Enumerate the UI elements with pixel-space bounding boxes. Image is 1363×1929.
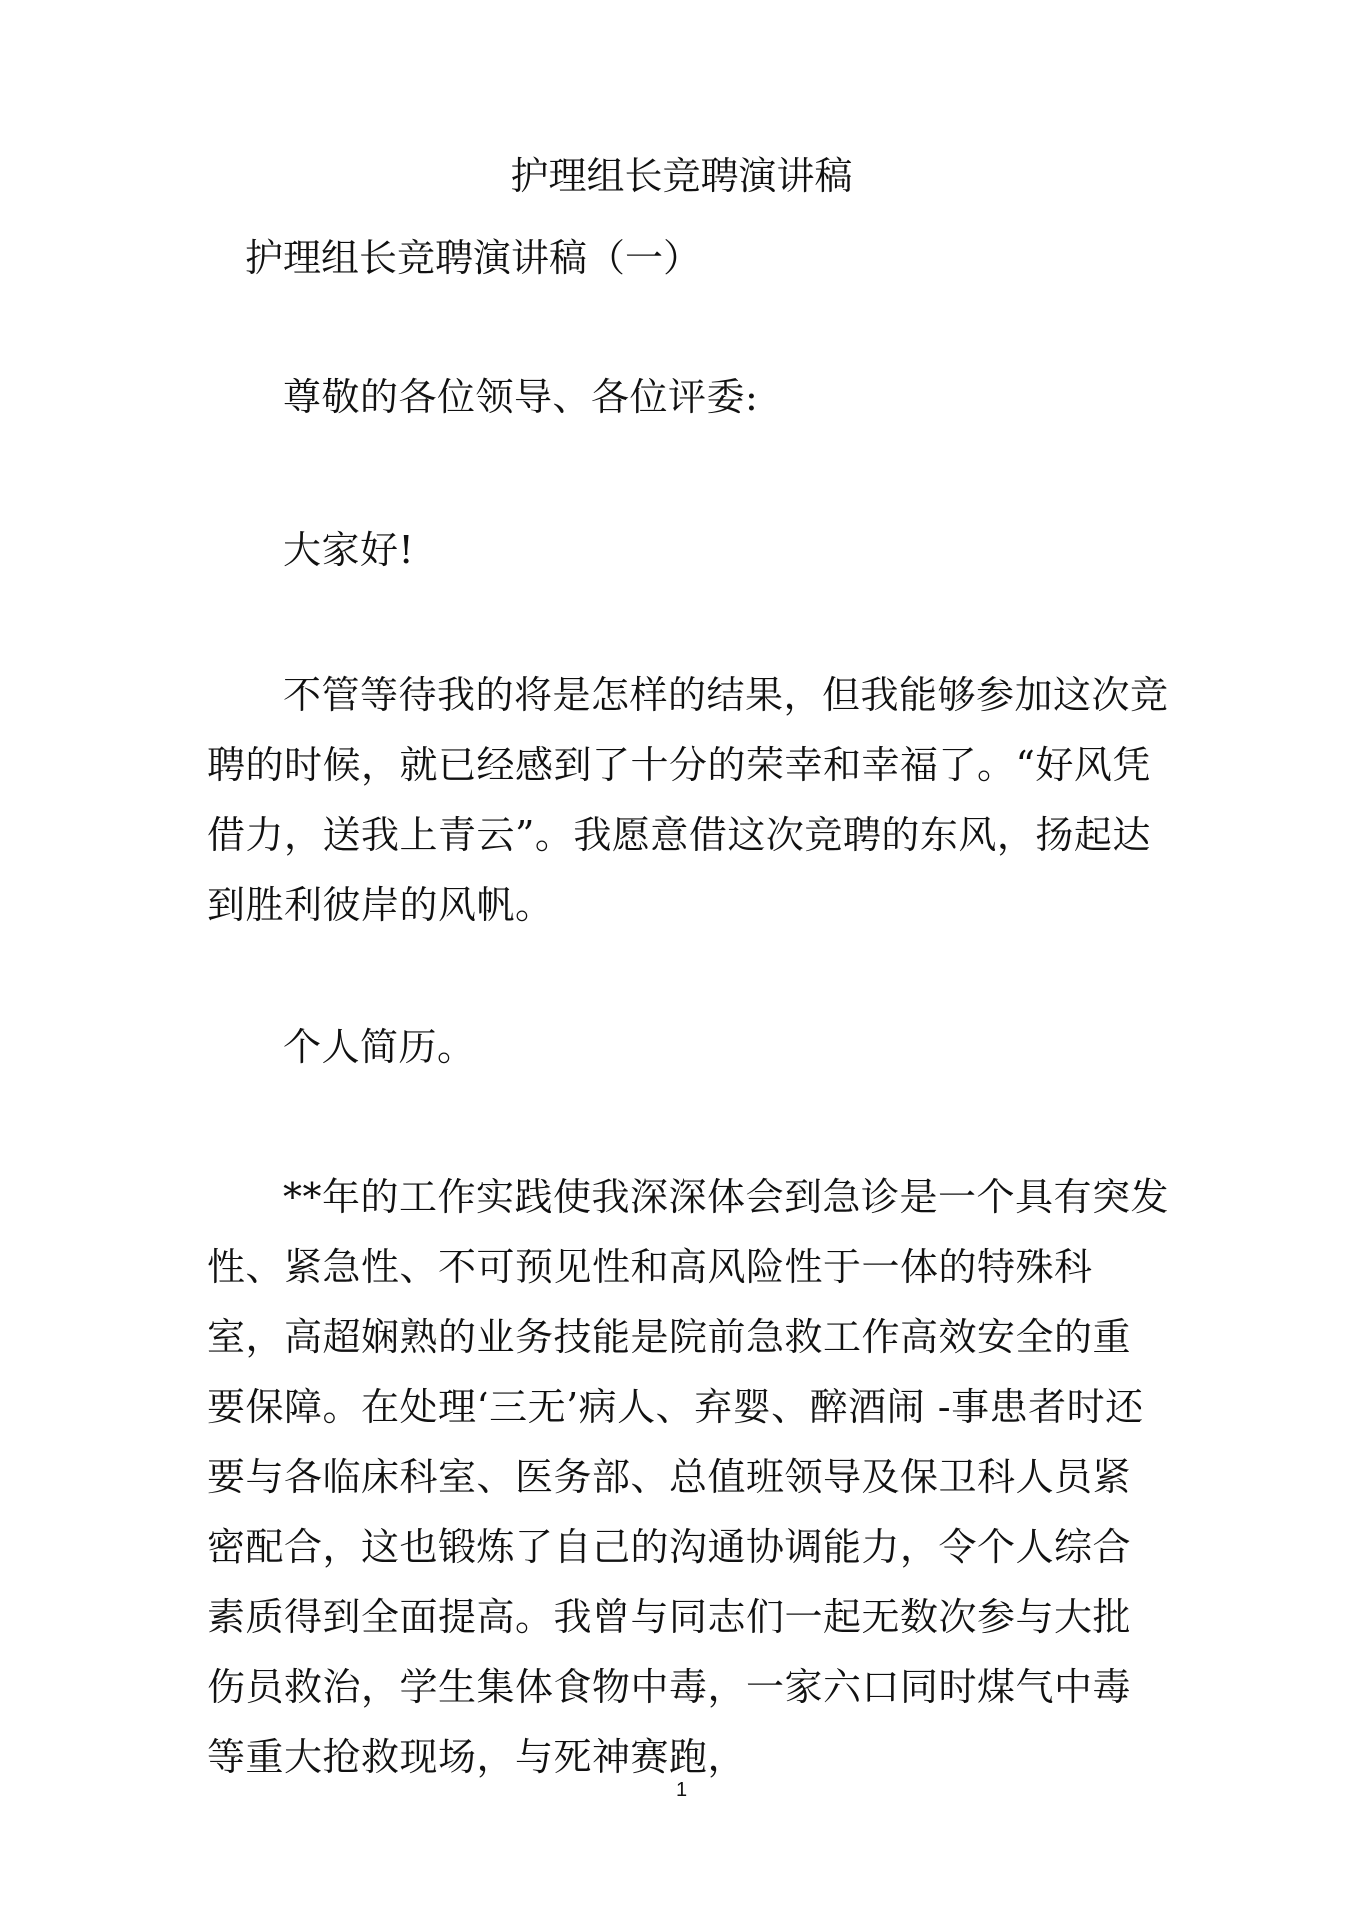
- paragraph-hello: 大家好!: [283, 528, 415, 572]
- paragraph-resume-heading: 个人简历。: [283, 1025, 476, 1069]
- paragraph-greeting: 尊敬的各位领导、各位评委:: [283, 375, 759, 419]
- document-title: 护理组长竞聘演讲稿: [510, 154, 853, 198]
- paragraph-work-experience: **年的工作实践使我深深体会到急诊是一个具有突发性、紧急性、不可预见性和高风险性于一体的特殊科室，高超娴熟的业务技能是院前急救工作高效安全的重要保障。在处理‘三无’病人、弃婴、醉酒闹 -事患者时还要与各临床科室、医务部、总值班领导及保卫科人员紧密配合，这也锻炼了自己的沟通协调能力，令个人综合素质得到全面提高。我曾与同志们一起无数次参与大批伤员救治，学生集体食物中毒，一家六口同时煤气中毒等重大抢救现场，与死神赛跑，: [207, 1175, 1170, 1779]
- page-number: 1: [675, 1779, 688, 1801]
- paragraph-intro: 不管等待我的将是怎样的结果，但我能够参加这次竞聘的时候，就已经感到了十分的荣幸和幸福了。“好风凭借力，送我上青云”。我愿意借这次竞聘的东风，扬起达到胜利彼岸的风帆。: [207, 673, 1169, 927]
- document-subtitle: 护理组长竞聘演讲稿（一）: [245, 236, 702, 280]
